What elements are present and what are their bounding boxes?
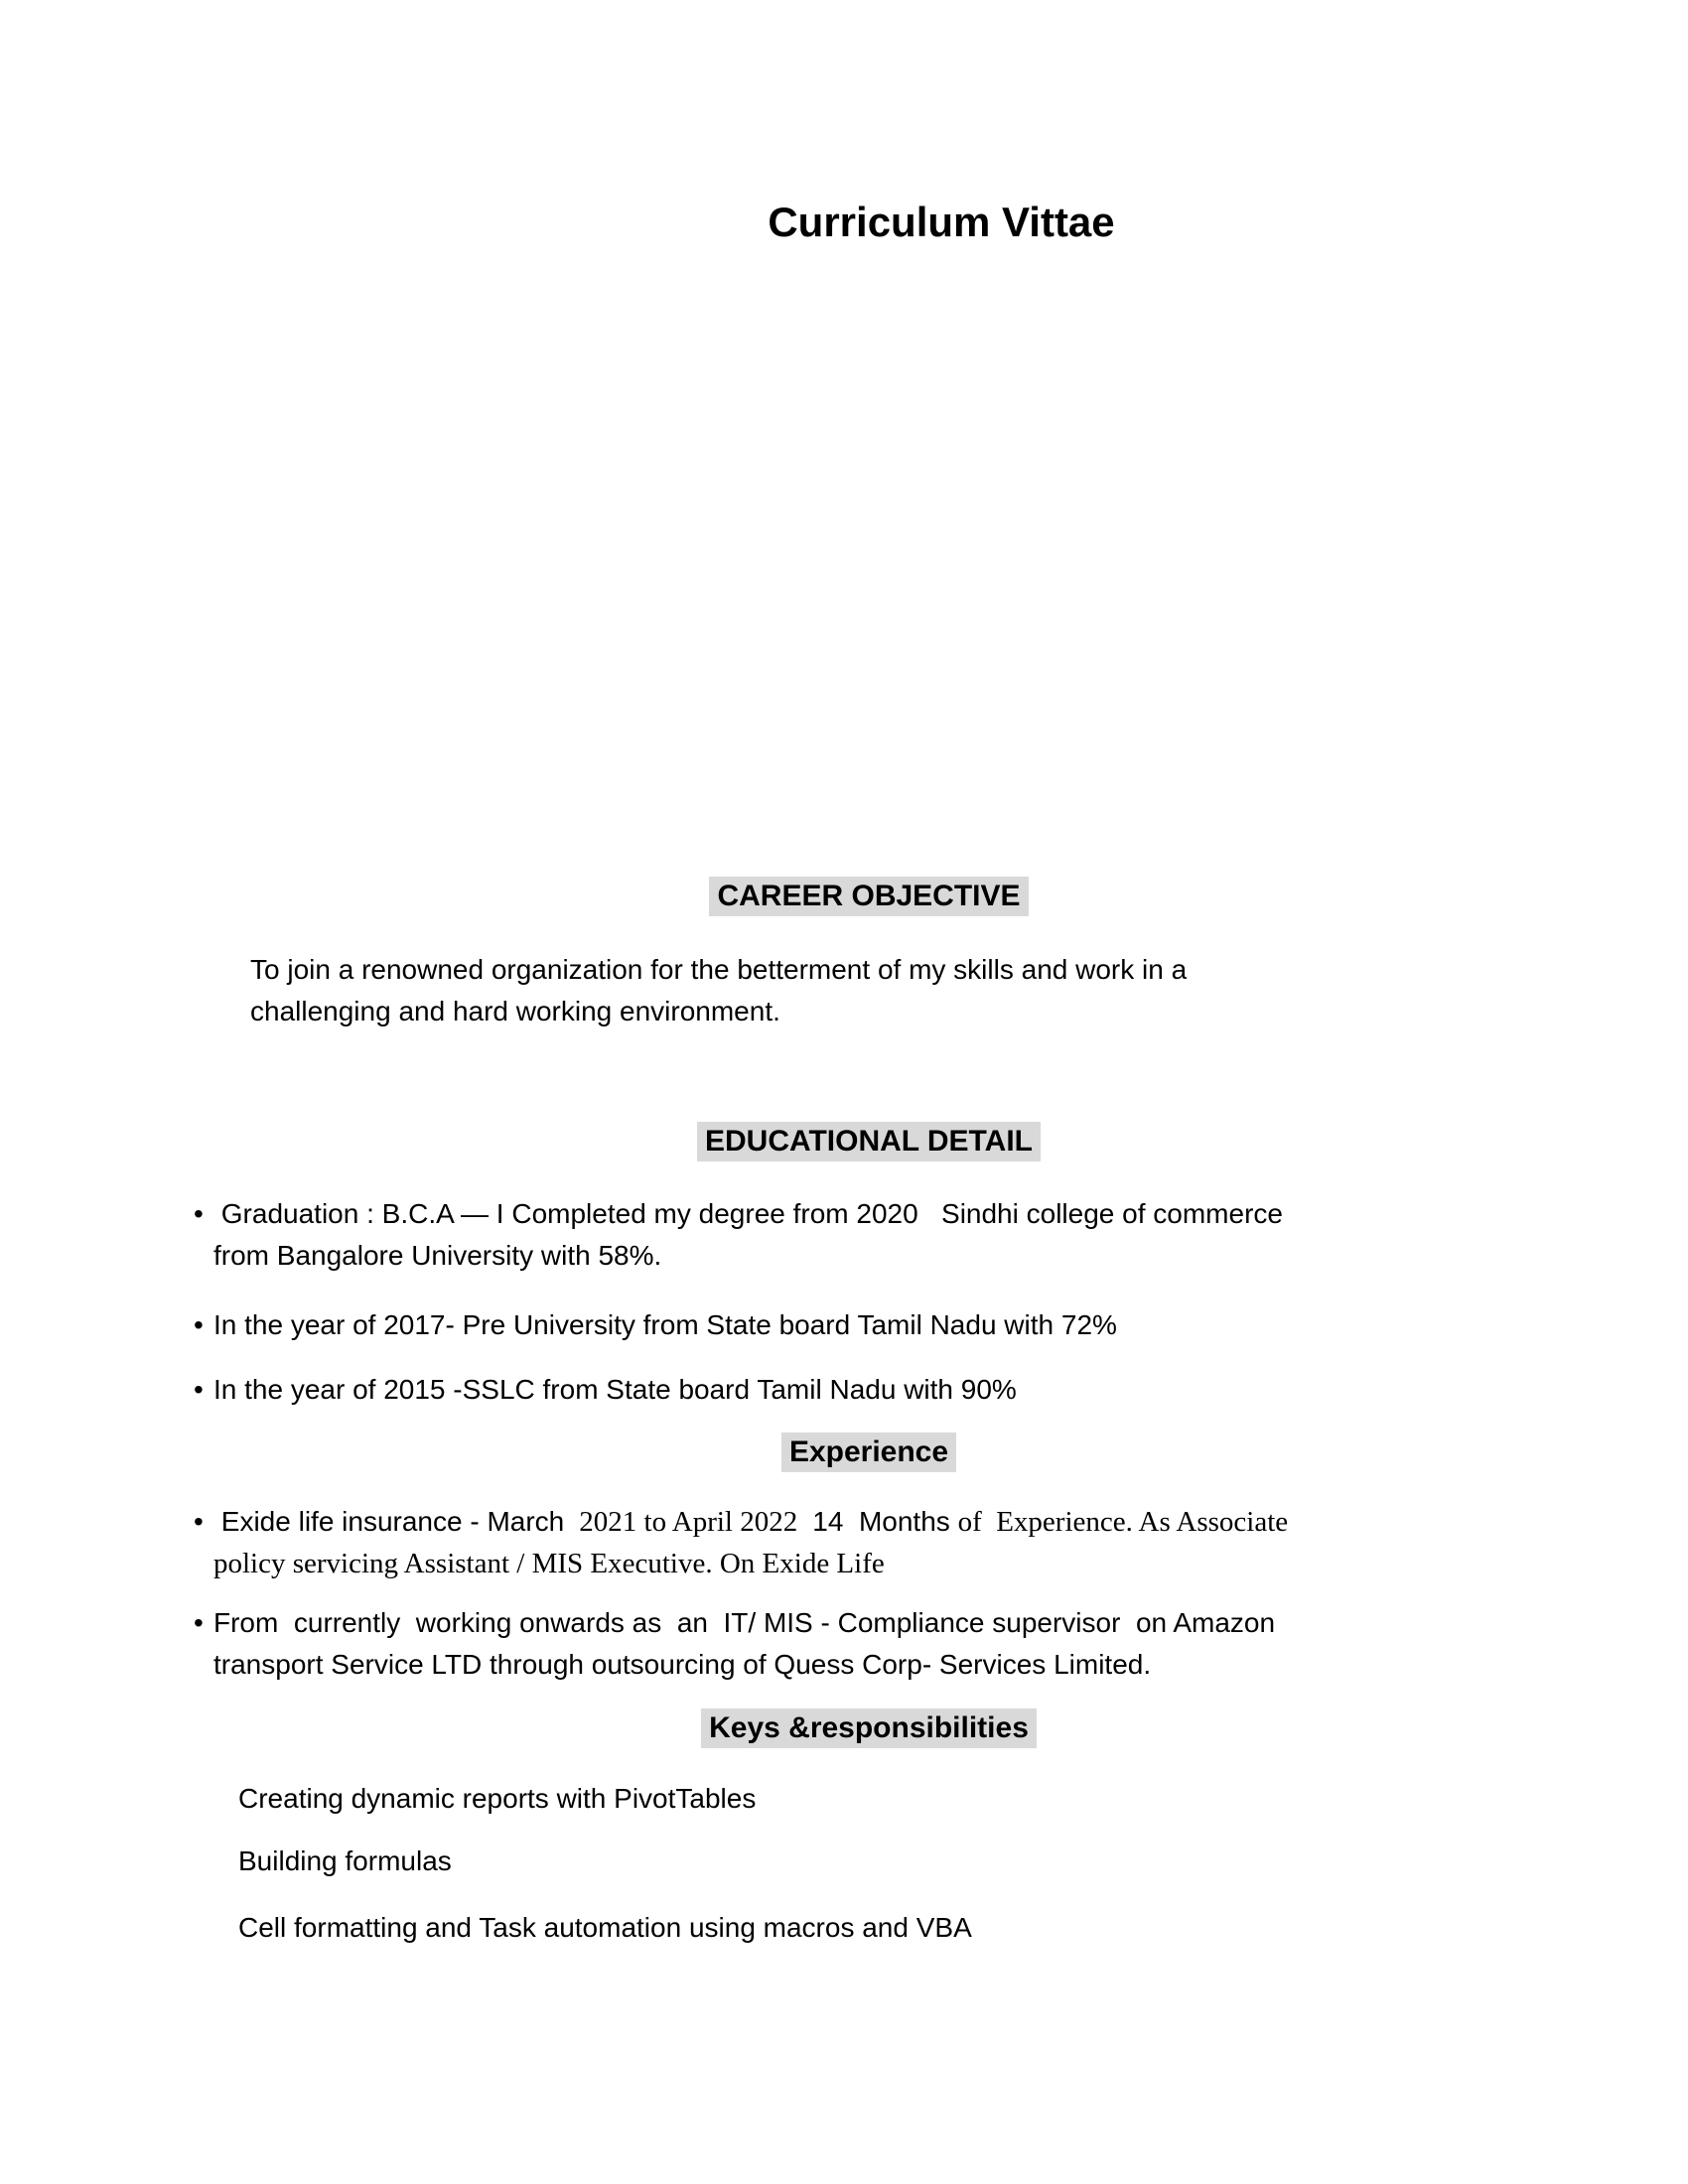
bullet-icon <box>194 1193 213 1235</box>
bullet-icon <box>194 1369 213 1411</box>
keys-item-formulas <box>194 1841 1544 1882</box>
bullet-icon <box>194 1501 213 1543</box>
section-experience <box>194 1433 1544 1472</box>
career-objective-heading: CAREER OBJECTIVE <box>709 877 1028 916</box>
keys-responsibilities-heading: Keys &responsibilities <box>701 1708 1037 1748</box>
bullet-icon <box>194 1602 213 1644</box>
experience-bullet-amazon <box>194 1602 1544 1686</box>
education-bullet-2015 <box>194 1369 1544 1411</box>
section-keys-responsibilities <box>194 1708 1544 1748</box>
preuniversity-line: In the year of 2017- Pre University from State board Tamil Nadu with 72% <box>213 1309 1117 1340</box>
section-educational-detail <box>194 1122 1544 1161</box>
bullet-icon <box>194 1304 213 1346</box>
sslc-line: In the year of 2015 -SSLC from State board Tamil Nadu with 90% <box>213 1374 1017 1405</box>
exide-seg-sans-1: Exide life insurance - March <box>213 1506 573 1537</box>
experience-bullet-exide <box>194 1501 1544 1584</box>
exide-line-2: policy servicing Assistant / MIS Executive. On Exide Life <box>213 1548 885 1579</box>
exide-seg-serif-1: 2021 to April 2022 <box>572 1506 805 1538</box>
education-bullet-graduation-text <box>213 1193 1544 1277</box>
education-bullet-2017-text <box>213 1304 1544 1346</box>
education-bullet-2017 <box>194 1304 1544 1346</box>
document-title: Curriculum Vittae <box>768 199 1115 245</box>
keys-line-1: Creating dynamic reports with PivotTables <box>238 1783 757 1814</box>
keys-item-macros-vba <box>194 1907 1544 1949</box>
educational-detail-heading: EDUCATIONAL DETAIL <box>697 1122 1041 1161</box>
graduation-line-2: from Bangalore University with 58%. <box>213 1240 662 1271</box>
exide-line-1 <box>213 1501 1544 1543</box>
experience-bullet-amazon-text <box>213 1602 1544 1686</box>
exide-seg-sans-2: 14 Months <box>804 1506 958 1537</box>
amazon-line-2: transport Service LTD through outsourcing of Quess Corp- Services Limited. <box>213 1649 1152 1680</box>
amazon-line-1: From currently working onwards as an IT/ MIS - Compliance supervisor on Amazon <box>213 1607 1276 1638</box>
keys-item-pivottables <box>194 1778 1544 1820</box>
graduation-line-1: Graduation : B.C.A — I Completed my degree from 2020 Sindhi college of commerce <box>213 1198 1283 1229</box>
objective-line-1: To join a renowned organization for the betterment of my skills and work in a <box>250 954 1188 985</box>
keys-line-3: Cell formatting and Task automation using macros and VBA <box>238 1912 972 1943</box>
career-objective-paragraph <box>194 949 1544 1032</box>
exide-seg-serif-2: of Experience. As Associate <box>957 1506 1289 1538</box>
experience-heading: Experience <box>781 1433 956 1472</box>
section-career-objective <box>194 877 1544 916</box>
education-bullet-graduation <box>194 1193 1544 1277</box>
experience-bullet-exide-text <box>213 1501 1544 1584</box>
keys-line-2: Building formulas <box>238 1845 452 1876</box>
education-bullet-2015-text <box>213 1369 1544 1411</box>
objective-line-2: challenging and hard working environment. <box>250 996 780 1026</box>
